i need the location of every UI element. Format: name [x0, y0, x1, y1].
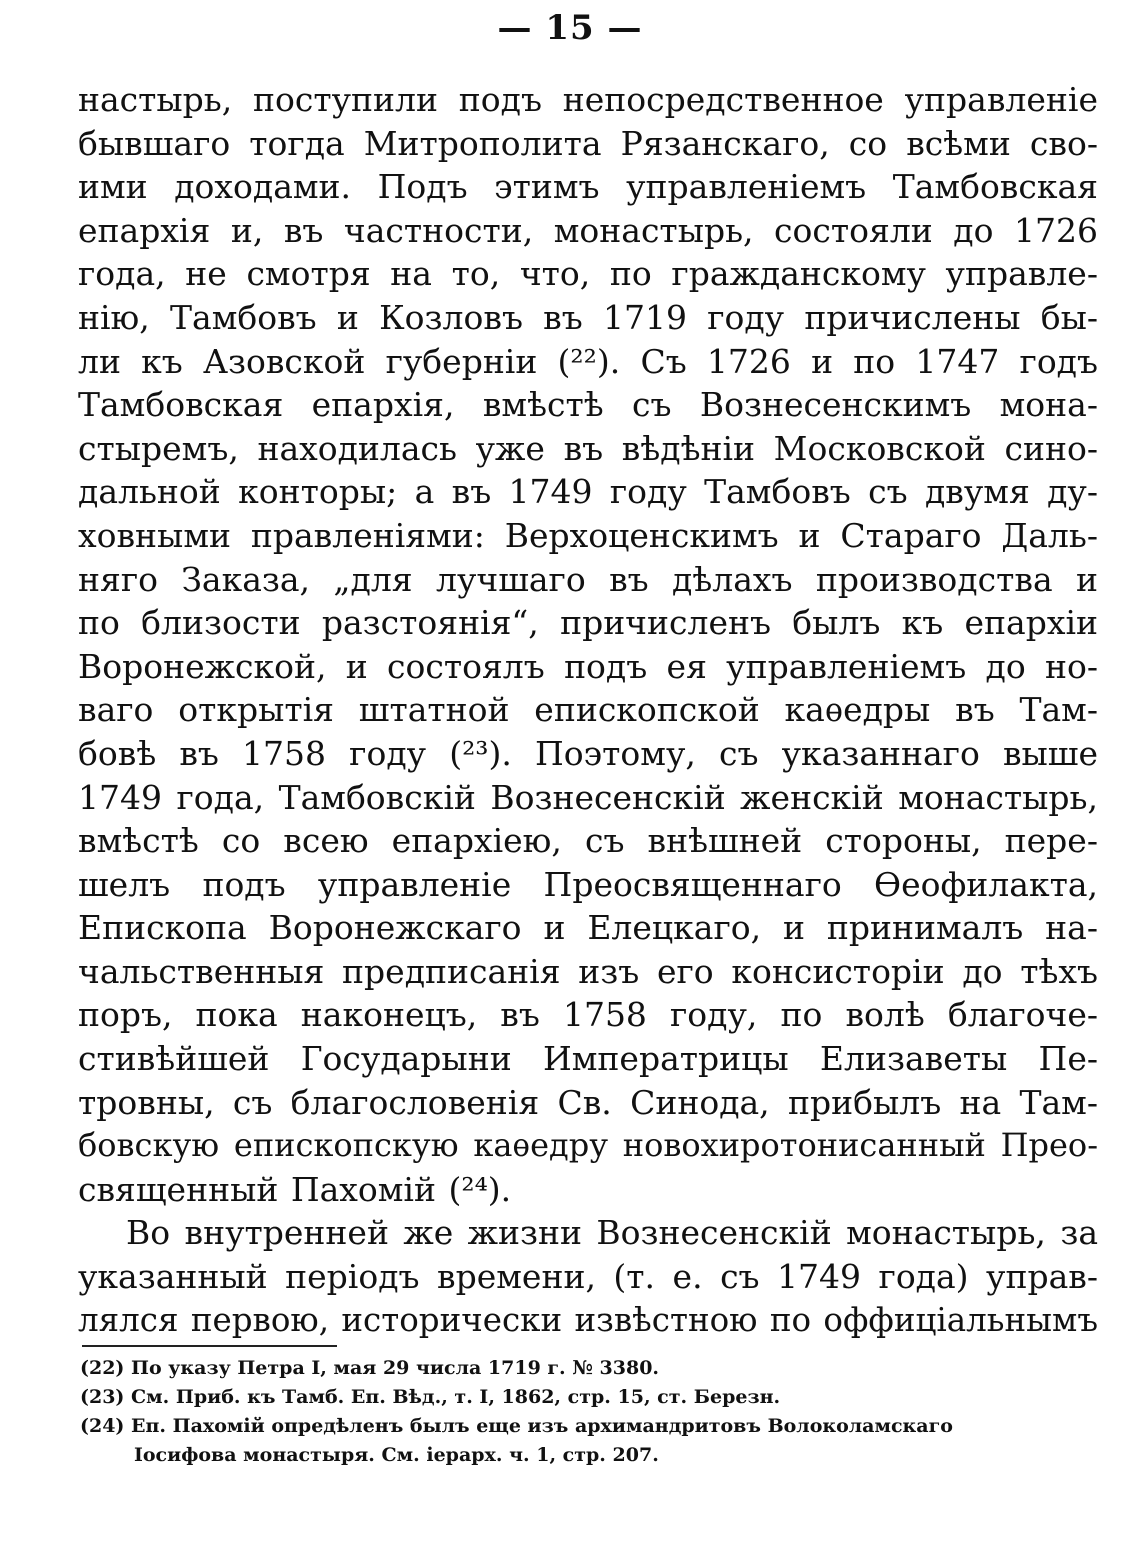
footnote-24: (24) Еп. Пахомій опредѣленъ былъ еще изъ архимандритовъ Волоколамскаго: [80, 1415, 953, 1437]
body-line-paragraph-start: Во внутренней же жизни Вознесенскій монастырь, за: [126, 1213, 1098, 1253]
body-line: стыремъ, находилась уже въ вѣдѣніи Московской сино-: [78, 428, 1098, 468]
footnote-24-continuation: Іосифова монастыря. См. іерарх. ч. 1, стр. 207.: [134, 1444, 659, 1466]
body-line: епархія и, въ частности, монастырь, состояли до 1726: [78, 210, 1098, 250]
body-line: лялся первою, исторически извѣстною по оффиціальнымъ: [78, 1300, 1098, 1339]
body-line: стивѣйшей Государыни Императрицы Елизаветы Пе-: [78, 1039, 1098, 1079]
body-line: ховными правленіями: Верхоценскимъ и Стараго Даль-: [78, 515, 1098, 555]
body-line: бовскую епископскую каѳедру новохиротонисанный Прео-: [78, 1126, 1098, 1165]
body-line: ли къ Азовской губерніи (²²). Съ 1726 и по 1747 годъ: [78, 341, 1098, 381]
body-line: бовѣ въ 1758 году (²³). Поэтому, съ указаннаго выше: [78, 733, 1098, 773]
body-line: по близости разстоянія“, причисленъ былъ къ епархіи: [78, 603, 1098, 643]
footnote-23: (23) См. Приб. къ Тамб. Еп. Вѣд., т. I, 1862, стр. 15, ст. Березн.: [80, 1386, 781, 1408]
body-line: ими доходами. Подъ этимъ управленіемъ Тамбовская: [78, 167, 1098, 207]
footnotes: [80, 1354, 1110, 1470]
body-line: шелъ подъ управленіе Преосвященнаго Ѳеофилакта,: [78, 864, 1098, 904]
footnote-22: (22) По указу Петра I, мая 29 числа 1719 г. № 3380.: [80, 1357, 660, 1379]
body-line: указанный періодъ времени, (т. е. съ 1749 года) управ-: [78, 1257, 1098, 1297]
body-line: бывшаго тогда Митрополита Рязанскаго, со всѣми сво-: [78, 123, 1098, 163]
body-line: поръ, пока наконецъ, въ 1758 году, по волѣ благоче-: [78, 995, 1098, 1035]
body-line: Епископа Воронежскаго и Елецкаго, и принималъ на-: [78, 908, 1098, 948]
body-line: тровны, съ благословенія Св. Синода, прибылъ на Там-: [78, 1082, 1098, 1122]
body-line: Воронежской, и состоялъ подъ ея управленіемъ до но-: [78, 646, 1098, 686]
body-line: года, не смотря на то, что, по гражданскому управле-: [78, 254, 1098, 294]
body-line: чальственныя предписанія изъ его консисторіи до тѣхъ: [78, 951, 1098, 991]
page-number: — 15 —: [497, 8, 643, 48]
body-text: [78, 78, 1098, 1342]
body-line: няго Заказа, „для лучшаго въ дѣлахъ производства и: [78, 559, 1098, 599]
body-line: нію, Тамбовъ и Козловъ въ 1719 году причислены бы-: [78, 297, 1098, 337]
body-line: 1749 года, Тамбовскій Вознесенскій женскій монастырь,: [78, 777, 1098, 817]
body-line: настырь, поступили подъ непосредственное управленіе: [78, 80, 1098, 119]
body-line: дальной конторы; а въ 1749 году Тамбовъ съ двумя ду-: [78, 472, 1098, 512]
body-line-paragraph-end: священный Пахомій (²⁴).: [78, 1169, 512, 1209]
body-line: ваго открытія штатной епископской каѳедры въ Там-: [78, 690, 1098, 730]
footnote-divider: [82, 1345, 337, 1347]
body-line: Тамбовская епархія, вмѣстѣ съ Вознесенскимъ мона-: [78, 385, 1098, 425]
body-line: вмѣстѣ со всею епархіею, съ внѣшней стороны, пере-: [78, 821, 1098, 861]
